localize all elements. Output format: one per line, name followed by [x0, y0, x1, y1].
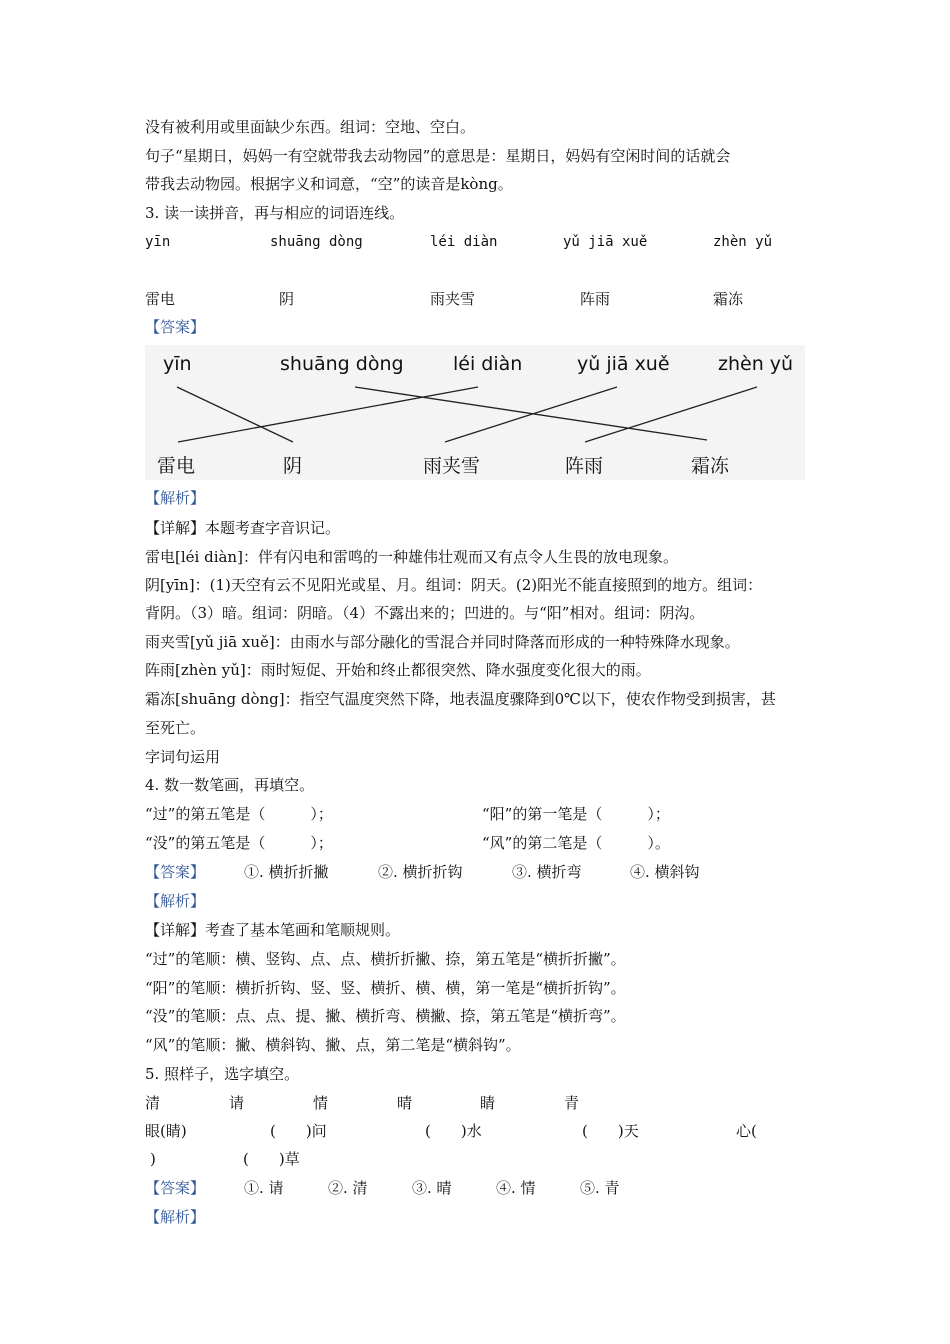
- detail-line: “风”的笔顺：撇、横斜钩、撇、点，第二笔是“横斜钩”。: [145, 1036, 521, 1054]
- line-yin-to-yin: [177, 387, 293, 442]
- q5-char: 青: [564, 1094, 580, 1112]
- question-3-title: 3. 读一读拼音，再与相应的词语连线。: [145, 204, 405, 222]
- q4-answer: ④. 横斜钩: [630, 863, 700, 881]
- section-title: 字词句运用: [145, 748, 221, 766]
- detail-line: 阴[yīn]：(1)天空有云不见阳光或星、月。组词：阴天。(2)阳光不能直接照到的地方。组词：: [145, 576, 763, 594]
- pinyin-zhen-yu: zhèn yǔ: [713, 234, 773, 250]
- text-line: 带我去动物园。根据字义和词意，“空”的读音是kòng。: [145, 175, 513, 193]
- diagram-pinyin-zhen-yu: zhèn yǔ: [718, 353, 794, 375]
- word-shuangdong: 霜冻: [713, 290, 744, 308]
- line-zhenyu-to-zhenyu: [585, 387, 757, 442]
- diagram-word-shuangdong: 霜冻: [691, 455, 730, 477]
- analysis-tag: 【解析】: [145, 489, 206, 507]
- q4-answer: ③. 横折弯: [512, 863, 582, 881]
- q5-blank: ( )水: [425, 1122, 482, 1140]
- q5-char: 晴: [397, 1094, 413, 1112]
- q5-blank: ( )草: [243, 1150, 300, 1168]
- connection-lines: [145, 345, 805, 480]
- detail-line: 背阴。（3）暗。组词：阴暗。（4）不露出来的；凹进的。与“阳”相对。组词：阴沟。: [145, 604, 705, 622]
- question-4-title: 4. 数一数笔画，再填空。: [145, 776, 315, 794]
- q5-blank: ( )问: [270, 1122, 327, 1140]
- detail-line: “没”的笔顺：点、点、提、撇、横折弯、横撇、捺，第五笔是“横折弯”。: [145, 1007, 626, 1025]
- answer-tag: 【答案】: [145, 1179, 206, 1197]
- analysis-tag: 【解析】: [145, 892, 206, 910]
- analysis-tag: 【解析】: [145, 1208, 206, 1226]
- matching-diagram: [145, 345, 805, 480]
- diagram-word-yujiaxue: 雨夹雪: [423, 455, 481, 477]
- q5-answer: ③. 晴: [412, 1179, 452, 1197]
- diagram-word-zhenyu: 阵雨: [565, 455, 604, 477]
- pinyin-lei-dian: léi diàn: [430, 234, 498, 250]
- q5-blank: ): [150, 1150, 156, 1168]
- q5-blank: 眼(睛): [145, 1122, 187, 1140]
- detail-line: 霜冻[shuāng dòng]：指空气温度突然下降，地表温度骤降到0℃以下，使农作物受到损害，甚: [145, 690, 776, 708]
- q4-answer: ①. 横折折撇: [244, 863, 329, 881]
- detail-line: 雷电[léi diàn]：伴有闪电和雷鸣的一种雄伟壮观而又有点令人生畏的放电现象。: [145, 548, 678, 566]
- diagram-pinyin-shuang-dong: shuāng dòng: [280, 353, 404, 375]
- detail-line: 阵雨[zhèn yǔ]：雨时短促、开始和终止都很突然、降水强度变化很大的雨。: [145, 661, 651, 679]
- detail-line: 【详解】本题考查字音识记。: [145, 519, 341, 537]
- pinyin-shuang-dong: shuāng dòng: [270, 234, 363, 250]
- q5-answer: ②. 清: [328, 1179, 368, 1197]
- q4-blank-yang: “阳”的第一笔是（ ）；: [482, 805, 670, 823]
- q5-char: 情: [313, 1094, 329, 1112]
- q4-blank-feng: “风”的第二笔是（ ）。: [482, 834, 670, 852]
- q5-answer: ④. 情: [496, 1179, 536, 1197]
- pinyin-yu-jia-xue: yǔ jiā xuě: [563, 234, 648, 250]
- diagram-pinyin-yu-jia-xue: yǔ jiā xuě: [577, 353, 670, 375]
- word-leidian: 雷电: [145, 290, 176, 308]
- question-5-title: 5. 照样子，选字填空。: [145, 1065, 300, 1083]
- detail-line: “阳”的笔顺：横折折钩、竖、竖、横折、横、横，第一笔是“横折折钩”。: [145, 979, 626, 997]
- q5-char: 请: [229, 1094, 245, 1112]
- diagram-word-yin: 阴: [283, 455, 303, 477]
- q5-blank: 心(: [736, 1122, 757, 1140]
- diagram-pinyin-lei-dian: léi diàn: [453, 353, 523, 375]
- q4-blank-mei: “没”的第五笔是（ ）；: [145, 834, 333, 852]
- q5-char: 清: [145, 1094, 161, 1112]
- word-yin: 阴: [279, 290, 295, 308]
- detail-line: 至死亡。: [145, 719, 206, 737]
- word-zhenyu: 阵雨: [580, 290, 611, 308]
- answer-tag: 【答案】: [145, 318, 206, 336]
- text-line: 句子“星期日，妈妈一有空就带我去动物园”的意思是：星期日，妈妈有空闲时间的话就会: [145, 147, 731, 165]
- detail-line: 【详解】考查了基本笔画和笔顺规则。: [145, 921, 401, 939]
- q4-answer: ②. 横折折钩: [378, 863, 463, 881]
- detail-line: 雨夹雪[yǔ jiā xuě]：由雨水与部分融化的雪混合并同时降落而形成的一种特殊降水现象。: [145, 633, 740, 651]
- q5-answer: ⑤. 青: [580, 1179, 620, 1197]
- q5-answer: ①. 请: [244, 1179, 284, 1197]
- q5-blank: ( )天: [582, 1122, 639, 1140]
- q5-char: 睛: [480, 1094, 496, 1112]
- q4-blank-guo: “过”的第五笔是（ ）；: [145, 805, 333, 823]
- word-yujiaxue: 雨夹雪: [430, 290, 476, 308]
- diagram-pinyin-yin: yīn: [163, 353, 192, 375]
- line-shuangdong-to-shuangdong: [355, 387, 707, 440]
- detail-line: “过”的笔顺：横、竖钩、点、点、横折折撇、捺，第五笔是“横折折撇”。: [145, 950, 626, 968]
- diagram-word-leidian: 雷电: [157, 455, 196, 477]
- line-yujiaxue-to-yujiaxue: [445, 387, 617, 442]
- answer-tag: 【答案】: [145, 863, 206, 881]
- text-line: 没有被利用或里面缺少东西。组词：空地、空白。: [145, 118, 476, 136]
- pinyin-yin: yīn: [145, 234, 171, 250]
- line-leidian-to-leidian: [178, 387, 478, 442]
